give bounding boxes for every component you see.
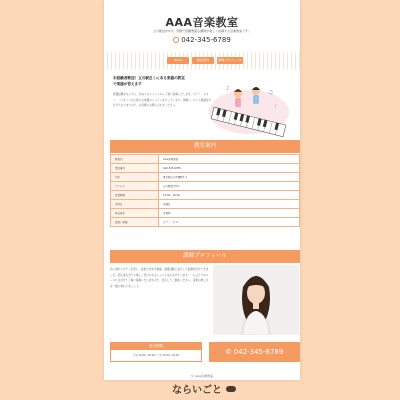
copyright: © AAA音楽教室 [190, 374, 214, 378]
site-header [104, 0, 300, 52]
header-phone-number: 042-345-6789 [181, 36, 231, 44]
table-row [111, 182, 300, 191]
profile-section-title: 講師プロフィール [110, 250, 300, 263]
table-key: 教室名 [111, 155, 159, 164]
hours-title: 受付時間 [111, 343, 201, 350]
nav-profile[interactable]: 講師プロフィール [218, 58, 242, 62]
site-title[interactable]: AAA音楽教室 [165, 16, 239, 29]
table-value: 月曜日 [159, 200, 300, 209]
table-value: 東京都立川市曙町1-1 [159, 173, 300, 182]
teacher-photo [213, 265, 299, 335]
footer-logo-text: ならいごと [172, 385, 222, 396]
table-row [111, 200, 300, 209]
table-value: ピアノ・ギター [159, 218, 300, 227]
nav-home[interactable]: Home [167, 57, 189, 64]
table-key: 電話番号 [111, 164, 159, 173]
table-key: 料金体系 [111, 209, 159, 218]
table-row [111, 173, 300, 182]
hours-text: 平日 10:00〜20:00 / 土日 10:00〜18:00 [133, 354, 179, 357]
table-row [111, 164, 300, 173]
phone-icon: ✆ [225, 348, 234, 356]
info-table [110, 154, 300, 227]
table-key: 定休日 [111, 200, 159, 209]
intro-heading-line1: 未経験者歓迎！立川駅近くにある楽器の教室 [113, 76, 185, 80]
site-description: 立川駅徒歩5分。気軽で経験豊富な講師が楽しく指導する音楽教室です。 [153, 29, 251, 33]
phone-icon [173, 37, 179, 43]
table-row [111, 209, 300, 218]
intro-text: 楽器経験がない方も、初めてのレッスンから丁寧に指導いたします。ピアノ・ギター・バイオリンなど様々な楽器のレッスンを行っています。体験レッスンも随時受け付けておりますので、お気軽にお問い合わせください。 [113, 93, 212, 108]
svg-text:♪: ♪ [274, 104, 278, 110]
profile-text: 幼い頃からピアノを習い、音楽大学を卒業後、演奏活動と並行して指導を続けてきました。初心者の方でも楽しく続けられるレッスンを心がけています。一人ひとりのペースに合わせて丁寧に指導いたしますので、安心してご参加ください。音楽の楽しさを一緒に味わいましょう。 [110, 268, 209, 288]
table-key: 取扱い楽器 [111, 218, 159, 227]
table-value: 月謝制 [159, 209, 300, 218]
intro-heading-line2: で楽器が習えます [113, 81, 142, 86]
table-value: 立川駅徒歩5分 [159, 182, 300, 191]
table-row [111, 218, 300, 227]
table-key: 営業時間 [111, 191, 159, 200]
table-value: AAA音楽教室 [159, 155, 300, 164]
table-row [111, 191, 300, 200]
phone-button-number: 042-345-6789 [233, 348, 284, 356]
piano-illustration [206, 80, 292, 140]
table-key: アクセス [111, 182, 159, 191]
table-key: 住所 [111, 173, 159, 182]
footer-logo[interactable] [150, 382, 250, 396]
table-row [111, 155, 300, 164]
svg-text:♪: ♪ [226, 85, 230, 92]
nav-info[interactable]: 教室案内 [192, 57, 214, 64]
header-phone[interactable] [104, 36, 300, 44]
table-value: 10:00〜20:00 [159, 191, 300, 200]
hours-box [110, 342, 202, 362]
phone-button[interactable] [209, 342, 300, 362]
svg-text:♫: ♫ [268, 89, 274, 96]
info-section-title: 教室案内 [110, 140, 300, 153]
main-nav [104, 52, 300, 70]
table-value: 042-345-6789 [159, 164, 300, 173]
